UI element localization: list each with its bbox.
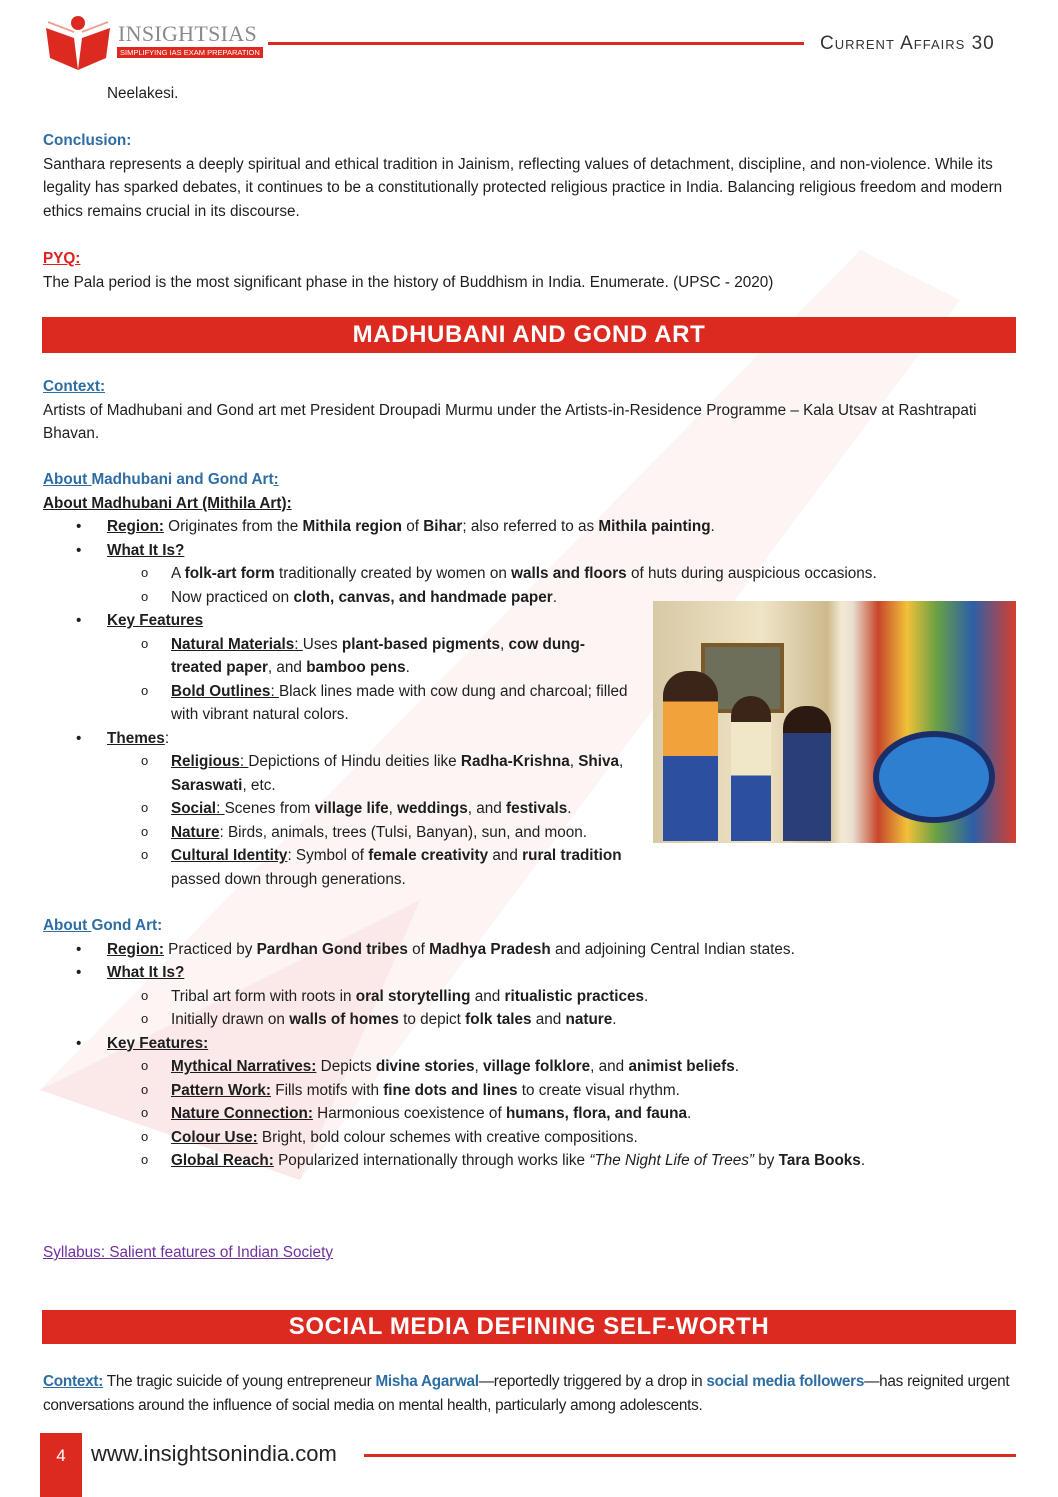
context-text: Artists of Madhubani and Gond art met President Droupadi Murmu under the Artists-in-Residence Programme – Kala Utsav at Rashtrapati Bhavan. (43, 401, 977, 442)
person-figure (731, 696, 771, 841)
madhubani-features (43, 609, 1016, 891)
text-run: : (216, 800, 225, 817)
text-run: female creativity (368, 847, 489, 864)
text-run: . (405, 659, 410, 676)
text-run: Radha-Krishna (460, 753, 570, 770)
text-run: Black lines made with cow dung and charcoal; filled with vibrant natural colors. (171, 682, 628, 723)
madhubani-heading (43, 492, 1016, 516)
text-run: : (273, 471, 279, 488)
text-run: . (860, 1152, 866, 1169)
text-run: of (407, 940, 430, 958)
text-run: . (734, 1058, 739, 1075)
text-run: : Symbol of (287, 847, 369, 864)
context-label: Context: (43, 378, 106, 395)
text-run: . (567, 800, 572, 817)
text-run: , (474, 1058, 484, 1075)
text-run: nature (565, 1011, 613, 1028)
text-run: and adjoining Central Indian states. (550, 940, 795, 958)
text-run: Mythical Narratives: (171, 1058, 317, 1075)
text-run: Mithila region (302, 518, 402, 535)
sub-bullet-item (43, 1008, 1016, 1032)
sub-bullet-item (43, 680, 643, 727)
text-run: —has reignited urgent conversations around the influence of social media on mental health, particularly among adolescents. (43, 1373, 1010, 1414)
sub-bullet-item (43, 1149, 1016, 1173)
pyq-label: PYQ: (43, 250, 81, 267)
text-run: : (294, 635, 303, 653)
text-run: Shiva (578, 753, 620, 770)
text-run: . (552, 588, 557, 606)
text-run: Religious (171, 753, 240, 770)
text-run: —reportedly triggered by a drop in (478, 1373, 707, 1390)
text-run: , (569, 753, 579, 770)
text-run: ; also referred to as (462, 518, 599, 535)
text-run: Tara Books (778, 1152, 861, 1169)
text-run: folk-art form (184, 565, 275, 582)
text-run: Popularized internationally through works like (273, 1152, 590, 1169)
madhubani-features-list (43, 609, 643, 891)
text-run: : (239, 753, 249, 770)
text-run: walls of homes (289, 1011, 399, 1028)
text-run: . (643, 987, 649, 1005)
text-run: Bright, bold colour schemes with creative compositions. (257, 1128, 638, 1146)
text-run: divine stories (375, 1058, 475, 1075)
text-run: by (753, 1152, 779, 1169)
text-run: Colour Use: (171, 1128, 258, 1146)
bullet-item (43, 938, 1016, 962)
sub-bullet-item (43, 1079, 1016, 1103)
text-run: . (612, 1011, 617, 1028)
text-run: “The Night Life of Trees” (589, 1152, 754, 1169)
logo-name: INSIGHTSIAS (118, 21, 257, 46)
text-run: humans, flora, and fauna (505, 1105, 687, 1122)
text-run: Neelakesi. (107, 85, 179, 102)
context-section (43, 375, 1016, 446)
sub-bullet-item (43, 797, 643, 821)
text-run: Key Features: (107, 1034, 209, 1052)
text-run: Fills motifs with (271, 1081, 384, 1099)
text-run: cloth, canvas, and handmade paper (293, 588, 553, 606)
gond-list (43, 938, 1016, 1173)
text-run: , and (267, 659, 307, 676)
gond-heading (43, 914, 1016, 938)
text-run: Key Features (107, 612, 204, 629)
text-run: Region: (107, 940, 164, 958)
text-run: : (164, 729, 170, 747)
text-run: About (43, 471, 92, 488)
footer-divider (364, 1454, 1016, 1457)
sub-bullet-item (43, 1055, 1016, 1079)
text-run: to create visual rhythm. (517, 1081, 680, 1099)
section-title-madhubani-gond: MADHUBANI AND GOND ART (42, 317, 1016, 353)
bullet-item (43, 539, 1016, 563)
text-run: : (270, 682, 279, 700)
bullet-item (43, 515, 1016, 539)
text-run: , and (590, 1058, 629, 1075)
text-run: and (531, 1011, 566, 1028)
text-run: folk tales (465, 1011, 532, 1028)
social-media-context (43, 1370, 1016, 1417)
text-run: social media followers (706, 1373, 865, 1390)
bullet-item (43, 961, 1016, 985)
text-run: . (710, 518, 715, 535)
text-run: of (401, 518, 424, 535)
text-run: Pardhan Gond tribes (256, 940, 408, 958)
text-run: , (499, 635, 509, 653)
syllabus-link[interactable]: Syllabus: Salient features of Indian Society (43, 1244, 333, 1261)
text-run: Saraswati (171, 776, 243, 794)
logo-tagline: SIMPLIFYING IAS EXAM PREPARATION (117, 47, 263, 58)
text-run: oral storytelling (355, 987, 471, 1005)
sub-bullet-item (43, 1102, 1016, 1126)
text-run: Harmonious coexistence of (312, 1105, 506, 1122)
text-run: About Madhubani Art (Mithila Art): (43, 494, 292, 512)
sub-bullet-item (43, 844, 643, 891)
sub-bullet-item (43, 821, 643, 845)
text-run: Social (171, 800, 217, 817)
sub-bullet-item (43, 985, 1016, 1009)
page-number: 4 (56, 1446, 66, 1465)
carryover-text (107, 82, 178, 106)
text-run: Context: (43, 1373, 104, 1390)
text-run: , (619, 753, 624, 770)
text-run: traditionally created by women on (274, 565, 512, 582)
section-title-social-media: SOCIAL MEDIA DEFINING SELF-WORTH (42, 1310, 1016, 1344)
text-run: Uses (302, 635, 342, 653)
text-run: of huts during auspicious occasions. (626, 565, 877, 582)
text-run: Bihar (423, 518, 463, 535)
text-run: bamboo pens (306, 659, 406, 676)
text-run: Tribal art form with roots in (171, 987, 356, 1005)
person-figure (663, 671, 718, 841)
text-run: Initially drawn on (171, 1011, 290, 1028)
text-run: Global Reach: (171, 1152, 274, 1169)
text-run: : Birds, animals, trees (Tulsi, Banyan), sun, and moon. (219, 823, 588, 841)
text-run: ritualistic practices (504, 987, 644, 1005)
header-title: Current Affairs 30 (820, 33, 995, 54)
madhubani-list (43, 515, 1016, 609)
bullet-item (43, 609, 643, 633)
text-run: Madhya Pradesh (429, 940, 551, 958)
text-run: , etc. (242, 776, 276, 794)
sub-bullet-item (43, 750, 643, 797)
text-run: Originates from the (163, 518, 303, 535)
text-run: Region: (107, 518, 164, 535)
text-run: Pattern Work: (171, 1081, 272, 1099)
footer-website: www.insightsonindia.com (91, 1441, 337, 1466)
text-run: Bold Outlines (171, 682, 271, 700)
gond-painting-pond (873, 731, 995, 823)
header-divider (268, 42, 804, 45)
text-run: village folklore (483, 1058, 591, 1075)
text-run: and (470, 987, 505, 1005)
text-run: The tragic suicide of young entrepreneur (103, 1373, 376, 1390)
text-run: Themes (107, 729, 165, 747)
conclusion-heading: Conclusion: (43, 132, 132, 149)
text-run: About (43, 917, 92, 934)
text-run: Madhubani and Gond Art (91, 471, 274, 488)
text-run: animist beliefs (628, 1058, 735, 1075)
text-run: Gond Art: (91, 917, 163, 934)
text-run: cow dung-treated paper (171, 635, 585, 676)
pyq-section (43, 247, 1016, 294)
text-run: What It Is? (107, 541, 185, 559)
about-heading (43, 468, 1016, 492)
text-run: walls and floors (511, 565, 627, 582)
madhubani-artists-photo (653, 601, 1016, 843)
sub-bullet-item (43, 1126, 1016, 1150)
text-run: Depictions of Hindu deities like (248, 753, 461, 770)
person-figure (783, 706, 831, 841)
about-section (43, 468, 1016, 1173)
text-run: Misha Agarwal (375, 1373, 479, 1390)
sub-bullet-item (43, 633, 643, 680)
text-run: . (687, 1105, 692, 1122)
text-run: weddings (397, 800, 468, 817)
conclusion-section (43, 129, 1016, 223)
text-run: Now practiced on (171, 588, 294, 606)
text-run: , (388, 800, 398, 817)
sub-bullet-item (43, 562, 1016, 586)
text-run: A (171, 565, 185, 582)
text-run: to depict (398, 1011, 466, 1028)
text-run: village life (314, 800, 389, 817)
bullet-item (43, 727, 643, 751)
text-run: Cultural Identity (171, 847, 288, 864)
text-run: Depicts (316, 1058, 376, 1075)
text-run: plant-based pigments (341, 635, 500, 653)
text-run: Mithila painting (598, 518, 711, 535)
text-run: passed down through generations. (171, 870, 406, 888)
open-book-logo-icon (44, 14, 112, 72)
text-run: What It Is? (107, 964, 185, 981)
text-run: Practiced by (163, 940, 257, 958)
text-run: Scenes from (224, 800, 315, 817)
page-number-box (40, 1433, 82, 1497)
text-run: fine dots and lines (383, 1081, 518, 1099)
text-run: Natural Materials (171, 635, 295, 653)
text-run: Nature (171, 823, 220, 841)
text-run: Nature Connection: (171, 1105, 313, 1122)
text-run: festivals (505, 800, 568, 817)
text-run: and (488, 847, 523, 864)
text-run: rural tradition (522, 847, 622, 864)
pyq-text: The Pala period is the most significant phase in the history of Buddhism in India. Enumerate. (UPSC - 2020) (43, 273, 774, 291)
insightsias-logo (44, 14, 112, 80)
conclusion-text: Santhara represents a deeply spiritual and ethical tradition in Jainism, reflecting values of detachment, discipline, and non-violence. While its legality has sparked debates, it continues to be a constitutionally protected religious practice in India. Balancing religious freedom and modern ethics remains crucial in its discourse. (43, 155, 1003, 220)
text-run: , and (467, 800, 506, 817)
bullet-item (43, 1032, 1016, 1056)
